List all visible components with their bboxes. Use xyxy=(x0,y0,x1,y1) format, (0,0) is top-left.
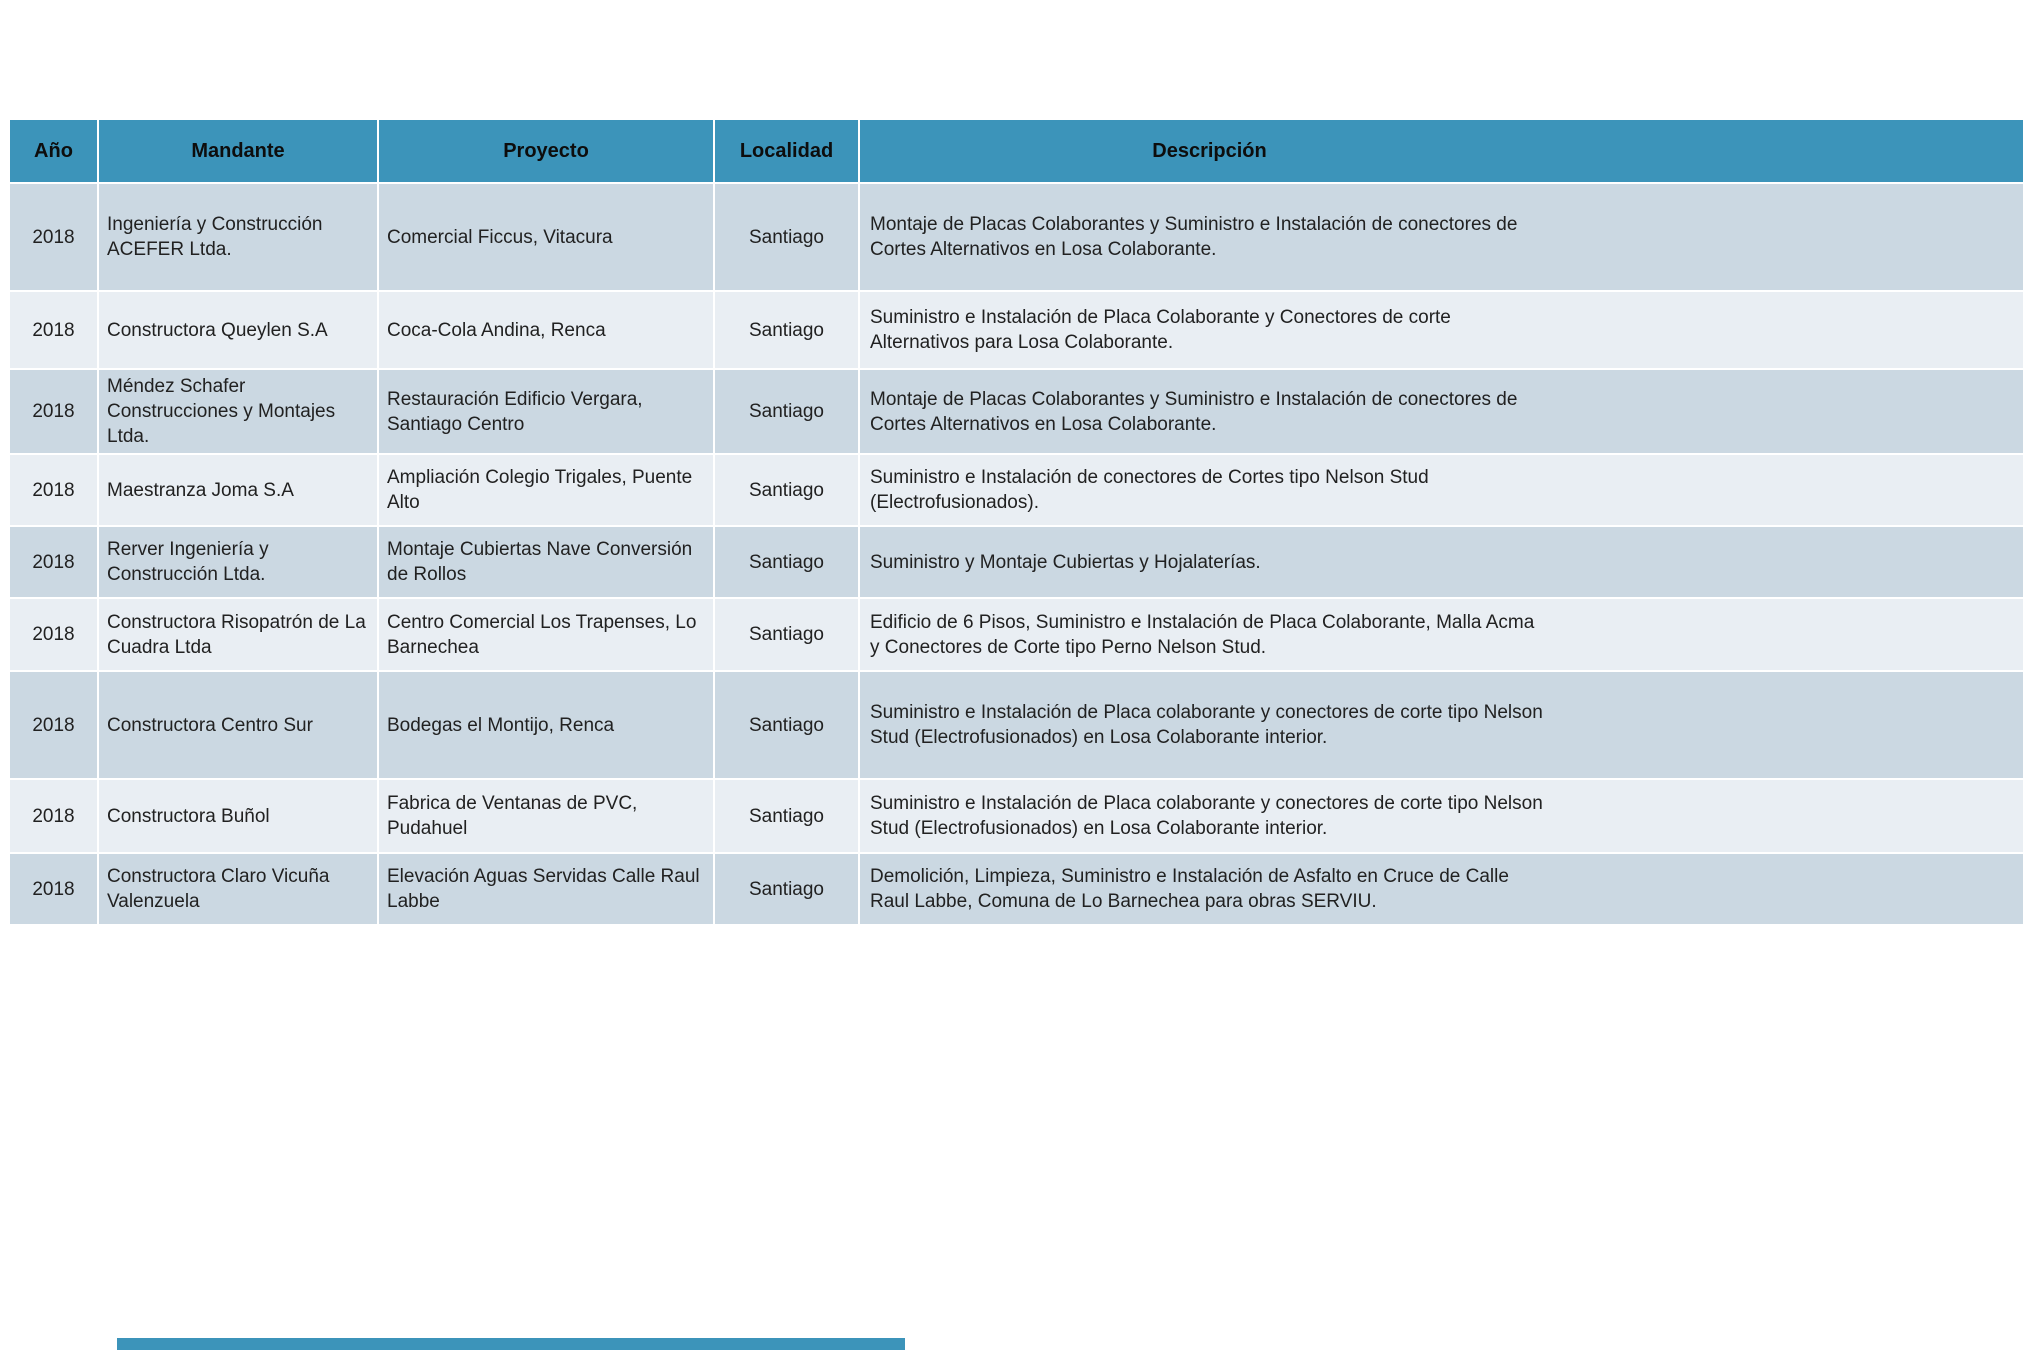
cell-localidad: Santiago xyxy=(714,779,859,853)
table-row xyxy=(9,853,2024,925)
cell-localidad: Santiago xyxy=(714,853,859,925)
cell-ano: 2018 xyxy=(9,369,98,454)
cell-descripcion: Suministro e Instalación de Placa colaborante y conectores de corte tipo Nelson Stud (Electrofusionados) en Losa Colaborante interior. xyxy=(859,779,2024,853)
cell-descripcion: Suministro y Montaje Cubiertas y Hojalaterías. xyxy=(859,526,2024,598)
cell-mandante: Maestranza Joma S.A xyxy=(98,454,378,526)
cell-proyecto: Bodegas el Montijo, Renca xyxy=(378,671,714,779)
cell-localidad: Santiago xyxy=(714,369,859,454)
cell-localidad: Santiago xyxy=(714,454,859,526)
cell-localidad: Santiago xyxy=(714,598,859,671)
table-row xyxy=(9,454,2024,526)
column-header-proyecto: Proyecto xyxy=(378,119,714,183)
cell-mandante: Constructora Centro Sur xyxy=(98,671,378,779)
cell-proyecto: Centro Comercial Los Trapenses, Lo Barnechea xyxy=(378,598,714,671)
column-header-localidad: Localidad xyxy=(714,119,859,183)
cell-proyecto: Restauración Edificio Vergara, Santiago Centro xyxy=(378,369,714,454)
cell-localidad: Santiago xyxy=(714,671,859,779)
cell-mandante: Constructora Queylen S.A xyxy=(98,291,378,369)
cell-proyecto: Fabrica de Ventanas de PVC, Pudahuel xyxy=(378,779,714,853)
projects-table xyxy=(8,118,2025,926)
cell-ano: 2018 xyxy=(9,291,98,369)
table-row xyxy=(9,671,2024,779)
cell-descripcion: Suministro e Instalación de Placa Colaborante y Conectores de corte Alternativos para Losa Colaborante. xyxy=(859,291,2024,369)
cell-mandante: Constructora Claro Vicuña Valenzuela xyxy=(98,853,378,925)
cell-ano: 2018 xyxy=(9,779,98,853)
table-row xyxy=(9,183,2024,291)
table-row xyxy=(9,598,2024,671)
cell-ano: 2018 xyxy=(9,853,98,925)
table-row xyxy=(9,779,2024,853)
table-row xyxy=(9,369,2024,454)
table-row xyxy=(9,526,2024,598)
cell-descripcion: Montaje de Placas Colaborantes y Suministro e Instalación de conectores de Cortes Alternativos en Losa Colaborante. xyxy=(859,369,2024,454)
cell-descripcion: Suministro e Instalación de conectores de Cortes tipo Nelson Stud (Electrofusionados). xyxy=(859,454,2024,526)
table-header-row xyxy=(9,119,2024,183)
cell-proyecto: Comercial Ficcus, Vitacura xyxy=(378,183,714,291)
cell-localidad: Santiago xyxy=(714,291,859,369)
cell-mandante: Constructora Buñol xyxy=(98,779,378,853)
cell-mandante: Rerver Ingeniería y Construcción Ltda. xyxy=(98,526,378,598)
cell-descripcion: Montaje de Placas Colaborantes y Suministro e Instalación de conectores de Cortes Alternativos en Losa Colaborante. xyxy=(859,183,2024,291)
table-body xyxy=(9,183,2024,925)
cell-ano: 2018 xyxy=(9,671,98,779)
cell-localidad: Santiago xyxy=(714,526,859,598)
column-header-mandante: Mandante xyxy=(98,119,378,183)
cell-mandante: Ingeniería y Construcción ACEFER Ltda. xyxy=(98,183,378,291)
cell-proyecto: Coca-Cola Andina, Renca xyxy=(378,291,714,369)
next-table-header-fragment xyxy=(117,1338,905,1350)
cell-descripcion: Edificio de 6 Pisos, Suministro e Instalación de Placa Colaborante, Malla Acma y Conectores de Corte tipo Perno Nelson Stud. xyxy=(859,598,2024,671)
cell-localidad: Santiago xyxy=(714,183,859,291)
column-header-ano: Año xyxy=(9,119,98,183)
cell-ano: 2018 xyxy=(9,526,98,598)
table-row xyxy=(9,291,2024,369)
cell-proyecto: Elevación Aguas Servidas Calle Raul Labbe xyxy=(378,853,714,925)
cell-descripcion: Demolición, Limpieza, Suministro e Instalación de Asfalto en Cruce de Calle Raul Labbe, Comuna de Lo Barnechea para obras SERVIU. xyxy=(859,853,2024,925)
cell-proyecto: Ampliación Colegio Trigales, Puente Alto xyxy=(378,454,714,526)
cell-ano: 2018 xyxy=(9,183,98,291)
cell-mandante: Méndez Schafer Construcciones y Montajes Ltda. xyxy=(98,369,378,454)
cell-ano: 2018 xyxy=(9,598,98,671)
cell-mandante: Constructora Risopatrón de La Cuadra Ltda xyxy=(98,598,378,671)
cell-ano: 2018 xyxy=(9,454,98,526)
column-header-descripcion: Descripción xyxy=(859,119,2024,183)
cell-proyecto: Montaje Cubiertas Nave Conversión de Rollos xyxy=(378,526,714,598)
cell-descripcion: Suministro e Instalación de Placa colaborante y conectores de corte tipo Nelson Stud (Electrofusionados) en Losa Colaborante interior. xyxy=(859,671,2024,779)
